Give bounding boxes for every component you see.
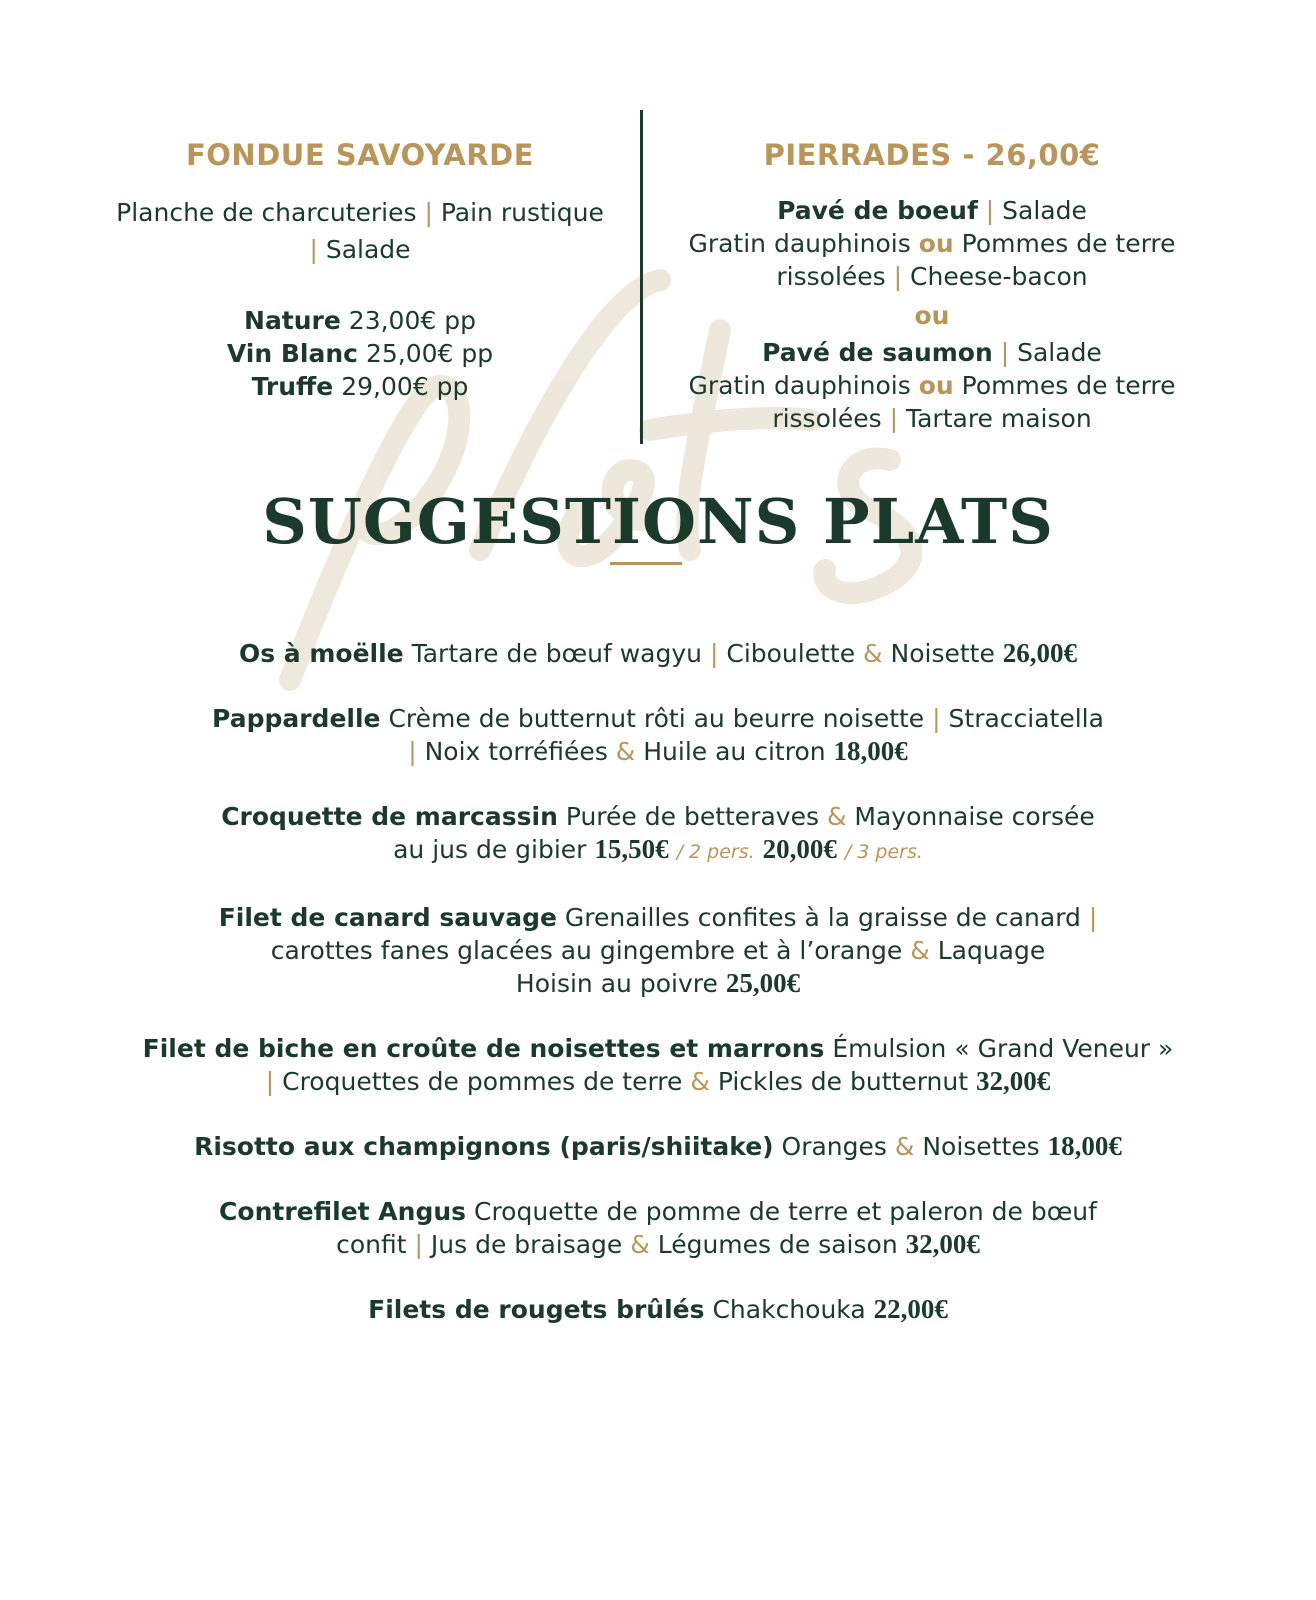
- pierrade-line: [652, 402, 1212, 435]
- dish-desc: Chakchouka: [712, 1295, 866, 1324]
- pierrade-salad: Salade: [1017, 338, 1102, 367]
- separator: |: [408, 737, 417, 766]
- fondue-price-row: [80, 304, 640, 337]
- dish-desc: Ciboulette: [726, 639, 856, 668]
- pierrade-potatoes: Pommes de terre: [961, 371, 1176, 400]
- or-word: ou: [918, 371, 954, 400]
- fondue-title: FONDUE SAVOYARDE: [185, 138, 535, 172]
- pierrades-title: PIERRADES - 26,00€: [763, 138, 1101, 172]
- dish-item: [110, 1032, 1206, 1098]
- fondue-variant-price: 29,00€ pp: [341, 372, 469, 401]
- separator: |: [265, 1067, 275, 1096]
- dish-name: Os à moëlle: [238, 639, 404, 668]
- pierrade-line: [652, 369, 1212, 402]
- pierrade-potatoes-2: rissolées: [776, 262, 886, 291]
- dish-price: 15,50€: [594, 834, 669, 864]
- portion-note: / 2 pers.: [676, 841, 755, 863]
- dish-list: [110, 637, 1206, 1358]
- dish-desc: au jus de gibier: [393, 835, 587, 864]
- dish-name: Filet de biche en croûte de noisettes et marrons: [142, 1034, 825, 1063]
- dish-desc: Oranges: [781, 1132, 887, 1161]
- dish-desc: Croquettes de pommes de terre: [282, 1067, 683, 1096]
- ampersand: &: [615, 737, 636, 766]
- fondue-price-row: [80, 370, 640, 403]
- dish-name: Pappardelle: [212, 704, 381, 733]
- pierrade-line: [652, 260, 1212, 293]
- dish-desc: Noisettes: [922, 1132, 1040, 1161]
- suggestions-title: SUGGESTIONS PLATS: [262, 485, 1054, 558]
- pierrade-salmon: [652, 336, 1212, 435]
- separator: |: [889, 404, 899, 433]
- fondue-description: [80, 194, 640, 268]
- portion-note: / 3 pers.: [844, 841, 923, 863]
- pierrade-potatoes: Pommes de terre: [961, 229, 1176, 258]
- dish-item: [110, 901, 1206, 1000]
- fondue-variant-price: 23,00€ pp: [348, 306, 476, 335]
- dish-desc: Légumes de saison: [657, 1230, 898, 1259]
- separator: |: [985, 196, 995, 225]
- ampersand: &: [910, 936, 930, 965]
- separator: |: [932, 704, 941, 733]
- dish-name: Croquette de marcassin: [221, 802, 558, 831]
- dish-desc: Émulsion « Grand Veneur »: [832, 1034, 1174, 1063]
- dish-desc: Noisette: [890, 639, 995, 668]
- pierrade-potatoes-2: rissolées: [772, 404, 882, 433]
- dish-item: [110, 702, 1206, 768]
- dish-desc: Hoisin au poivre: [515, 969, 718, 998]
- fondue-salad: Salade: [325, 235, 411, 264]
- separator: |: [1088, 903, 1098, 932]
- dish-price: 25,00€: [725, 968, 801, 998]
- ampersand: &: [863, 639, 883, 668]
- dish-item: [110, 1195, 1206, 1261]
- pierrade-gratin: Gratin dauphinois: [688, 371, 911, 400]
- dish-item: [110, 1130, 1206, 1163]
- pierrades-section: [652, 136, 1212, 435]
- fondue-variant-name: Nature: [244, 306, 341, 335]
- column-divider: [640, 110, 643, 444]
- dish-desc: Purée de betteraves: [565, 802, 819, 831]
- pierrade-beef-name: Pavé de boeuf: [777, 196, 978, 225]
- dish-price: 22,00€: [873, 1294, 948, 1324]
- or-word: ou: [918, 229, 954, 258]
- dish-desc: Huile au citron: [643, 737, 826, 766]
- dish-desc: confit: [336, 1230, 407, 1259]
- fondue-variant-price: 25,00€ pp: [365, 339, 494, 368]
- ampersand: &: [630, 1230, 650, 1259]
- pierrade-sauce: Tartare maison: [905, 404, 1092, 433]
- pierrade-or: ou: [914, 301, 950, 330]
- separator: |: [309, 235, 318, 264]
- dish-name: Risotto aux champignons (paris/shiitake): [194, 1132, 774, 1161]
- dish-name: Filet de canard sauvage: [218, 903, 557, 932]
- fondue-bread: Pain rustique: [440, 198, 604, 227]
- fondue-variant-name: Truffe: [251, 372, 334, 401]
- dish-desc: Stracciatella: [948, 704, 1104, 733]
- dish-price: 18,00€: [833, 736, 908, 766]
- dish-name: Filets de rougets brûlés: [368, 1295, 705, 1324]
- dish-desc: Mayonnaise corsée: [854, 802, 1095, 831]
- fondue-prices: [80, 304, 640, 403]
- dish-desc: Croquette de pomme de terre et paleron de bœuf: [474, 1197, 1097, 1226]
- dish-desc: Noix torréfiées: [424, 737, 608, 766]
- dish-item: [110, 800, 1206, 869]
- dish-name: Contrefilet Angus: [219, 1197, 467, 1226]
- fondue-variant-name: Vin Blanc: [226, 339, 358, 368]
- dish-price: 32,00€: [905, 1229, 980, 1259]
- separator: |: [414, 1230, 423, 1259]
- title-underline: [610, 562, 682, 565]
- dish-desc: Crème de butternut rôti au beurre noisette: [388, 704, 925, 733]
- fondue-section: [80, 136, 640, 403]
- pierrade-line: [652, 336, 1212, 369]
- dish-desc: carottes fanes glacées au gingembre et à l’orange: [270, 936, 903, 965]
- dish-desc: Grenailles confites à la graisse de canard: [564, 903, 1081, 932]
- dish-price-alt: 20,00€: [762, 834, 837, 864]
- ampersand: &: [826, 802, 847, 831]
- pierrade-gratin: Gratin dauphinois: [688, 229, 911, 258]
- separator: |: [1000, 338, 1010, 367]
- dish-desc: Laquage: [937, 936, 1046, 965]
- dish-price: 26,00€: [1002, 638, 1078, 668]
- dish-desc: Jus de braisage: [430, 1230, 623, 1259]
- pierrade-salad: Salade: [1002, 196, 1087, 225]
- dish-price: 32,00€: [976, 1066, 1051, 1096]
- pierrade-line: [652, 227, 1212, 260]
- dish-desc: Pickles de butternut: [717, 1067, 969, 1096]
- dish-price: 18,00€: [1047, 1131, 1122, 1161]
- pierrade-line: [652, 194, 1212, 227]
- dish-item: [110, 637, 1206, 670]
- pierrade-beef: [652, 194, 1212, 293]
- ampersand: &: [690, 1067, 710, 1096]
- separator: |: [709, 639, 719, 668]
- fondue-price-row: [80, 337, 640, 370]
- ampersand: &: [894, 1132, 915, 1161]
- fondue-charcuterie: Planche de charcuteries: [116, 198, 417, 227]
- pierrade-salmon-name: Pavé de saumon: [762, 338, 993, 367]
- separator: |: [424, 198, 433, 227]
- dish-desc: Tartare de bœuf wagyu: [411, 639, 703, 668]
- separator: |: [893, 262, 903, 291]
- pierrade-sauce: Cheese-bacon: [910, 262, 1088, 291]
- dish-item: [110, 1293, 1206, 1326]
